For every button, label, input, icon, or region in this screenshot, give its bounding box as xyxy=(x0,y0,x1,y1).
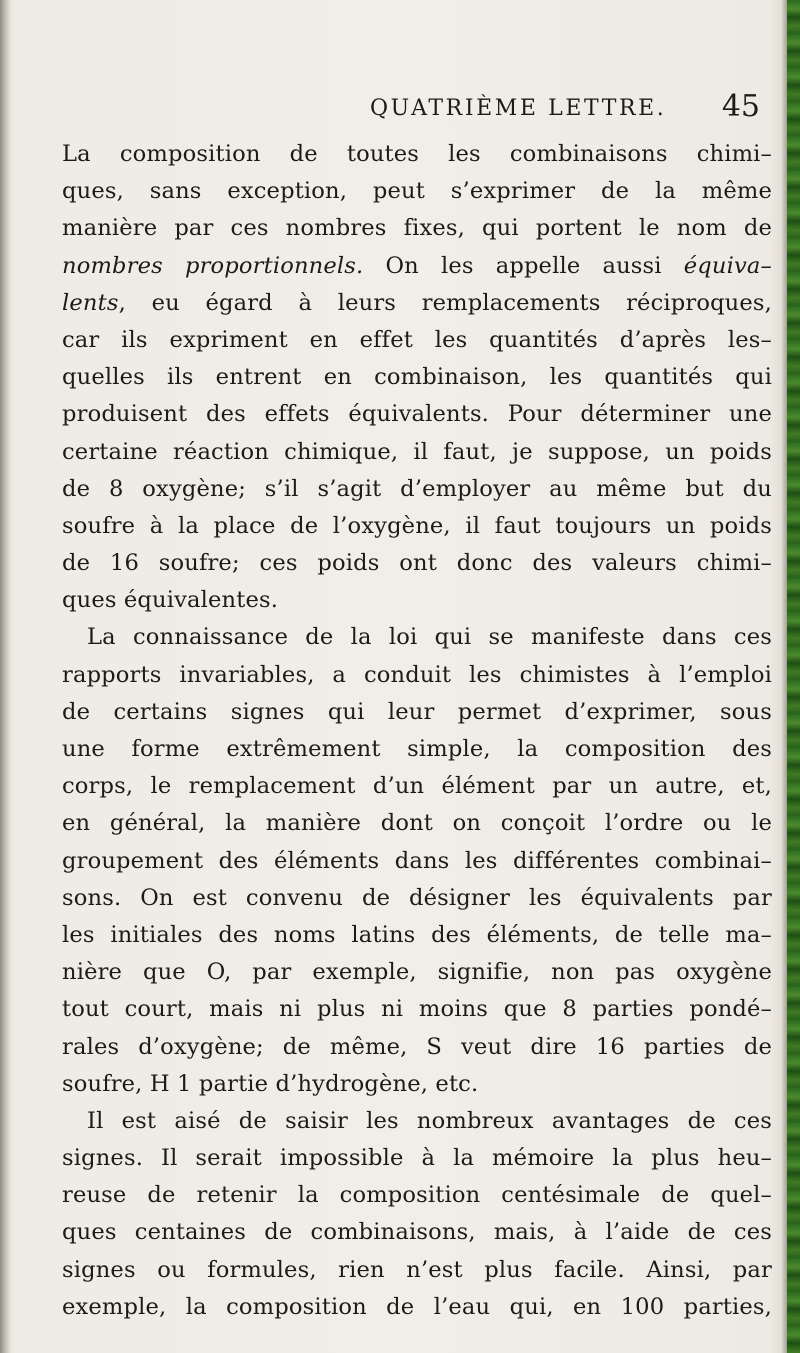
text-line: les initiales des noms latins des éléments, de telle ma– xyxy=(62,921,772,948)
text-run: , eu égard à leurs remplacements réciproques, xyxy=(118,289,772,316)
text-line: exemple, la composition de l’eau qui, en 100 parties, xyxy=(62,1293,772,1320)
text-line: La connaissance de la loi qui se manifeste dans ces xyxy=(87,624,772,651)
italic-term: nombres proportionnels. xyxy=(62,252,364,279)
text-line: signes. Il serait impossible à la mémoire la plus heu– xyxy=(62,1145,772,1172)
text-line: car ils expriment en effet les quantités d’après les– xyxy=(62,326,772,353)
text-line: de 8 oxygène; s’il s’agit d’employer au même but du xyxy=(62,475,772,502)
text-line: de certains signes qui leur permet d’exprimer, sous xyxy=(62,698,772,725)
text-line: produisent des effets équivalents. Pour déterminer une xyxy=(62,401,772,428)
text-line: reuse de retenir la composition centésimale de quel– xyxy=(62,1182,772,1209)
text-line: signes ou formules, rien n’est plus facile. Ainsi, par xyxy=(62,1256,772,1283)
text-line: nière que O, par exemple, signifie, non pas oxygène xyxy=(62,959,772,986)
italic-term: lents xyxy=(62,289,119,316)
page-header xyxy=(70,89,770,136)
body-text xyxy=(62,136,772,1326)
text-line: ques centaines de combinaisons, mais, à l’aide de ces xyxy=(62,1219,772,1246)
text-line: soufre, H 1 partie d’hydrogène, etc. xyxy=(62,1070,479,1097)
page-number: 45 xyxy=(721,89,760,124)
text-line: ques équivalentes. xyxy=(62,587,279,614)
page-left-edge xyxy=(0,0,10,1353)
text-line: une forme extrêmement simple, la composition des xyxy=(62,736,772,762)
book-binding xyxy=(787,0,800,1353)
running-title: QUATRIÈME LETTRE. xyxy=(370,96,667,121)
text-line: tout court, mais ni plus ni moins que 8 parties pondé– xyxy=(62,996,772,1023)
text-line: La composition de toutes les combinaisons chimi– xyxy=(62,141,772,167)
text-line: de 16 soufre; ces poids ont donc des valeurs chimi– xyxy=(62,550,772,577)
text-line xyxy=(62,285,772,322)
text-line: Il est aisé de saisir les nombreux avantages de ces xyxy=(87,1107,772,1134)
text-line: soufre à la place de l’oxygène, il faut toujours un poids xyxy=(62,512,772,539)
text-line: en général, la manière dont on conçoit l’ordre ou le xyxy=(62,810,772,837)
text-line: groupement des éléments dans les différentes combinai– xyxy=(62,847,772,874)
italic-term: équiva– xyxy=(683,252,772,279)
text-line: certaine réaction chimique, il faut, je suppose, un poids xyxy=(62,438,772,465)
text-line: rapports invariables, a conduit les chimistes à l’emploi xyxy=(62,661,772,688)
text-line: manière par ces nombres fixes, qui portent le nom de xyxy=(62,215,772,242)
text-line: sons. On est convenu de désigner les équivalents par xyxy=(62,884,772,911)
text-line: quelles ils entrent en combinaison, les quantités qui xyxy=(62,364,772,391)
text-line: corps, le remplacement d’un élément par un autre, et, xyxy=(62,773,772,800)
text-line xyxy=(62,248,772,285)
text-run: On les appelle aussi xyxy=(363,252,684,279)
text-line: rales d’oxygène; de même, S veut dire 16 parties de xyxy=(62,1033,772,1060)
text-line: ques, sans exception, peut s’exprimer de la même xyxy=(62,178,772,205)
